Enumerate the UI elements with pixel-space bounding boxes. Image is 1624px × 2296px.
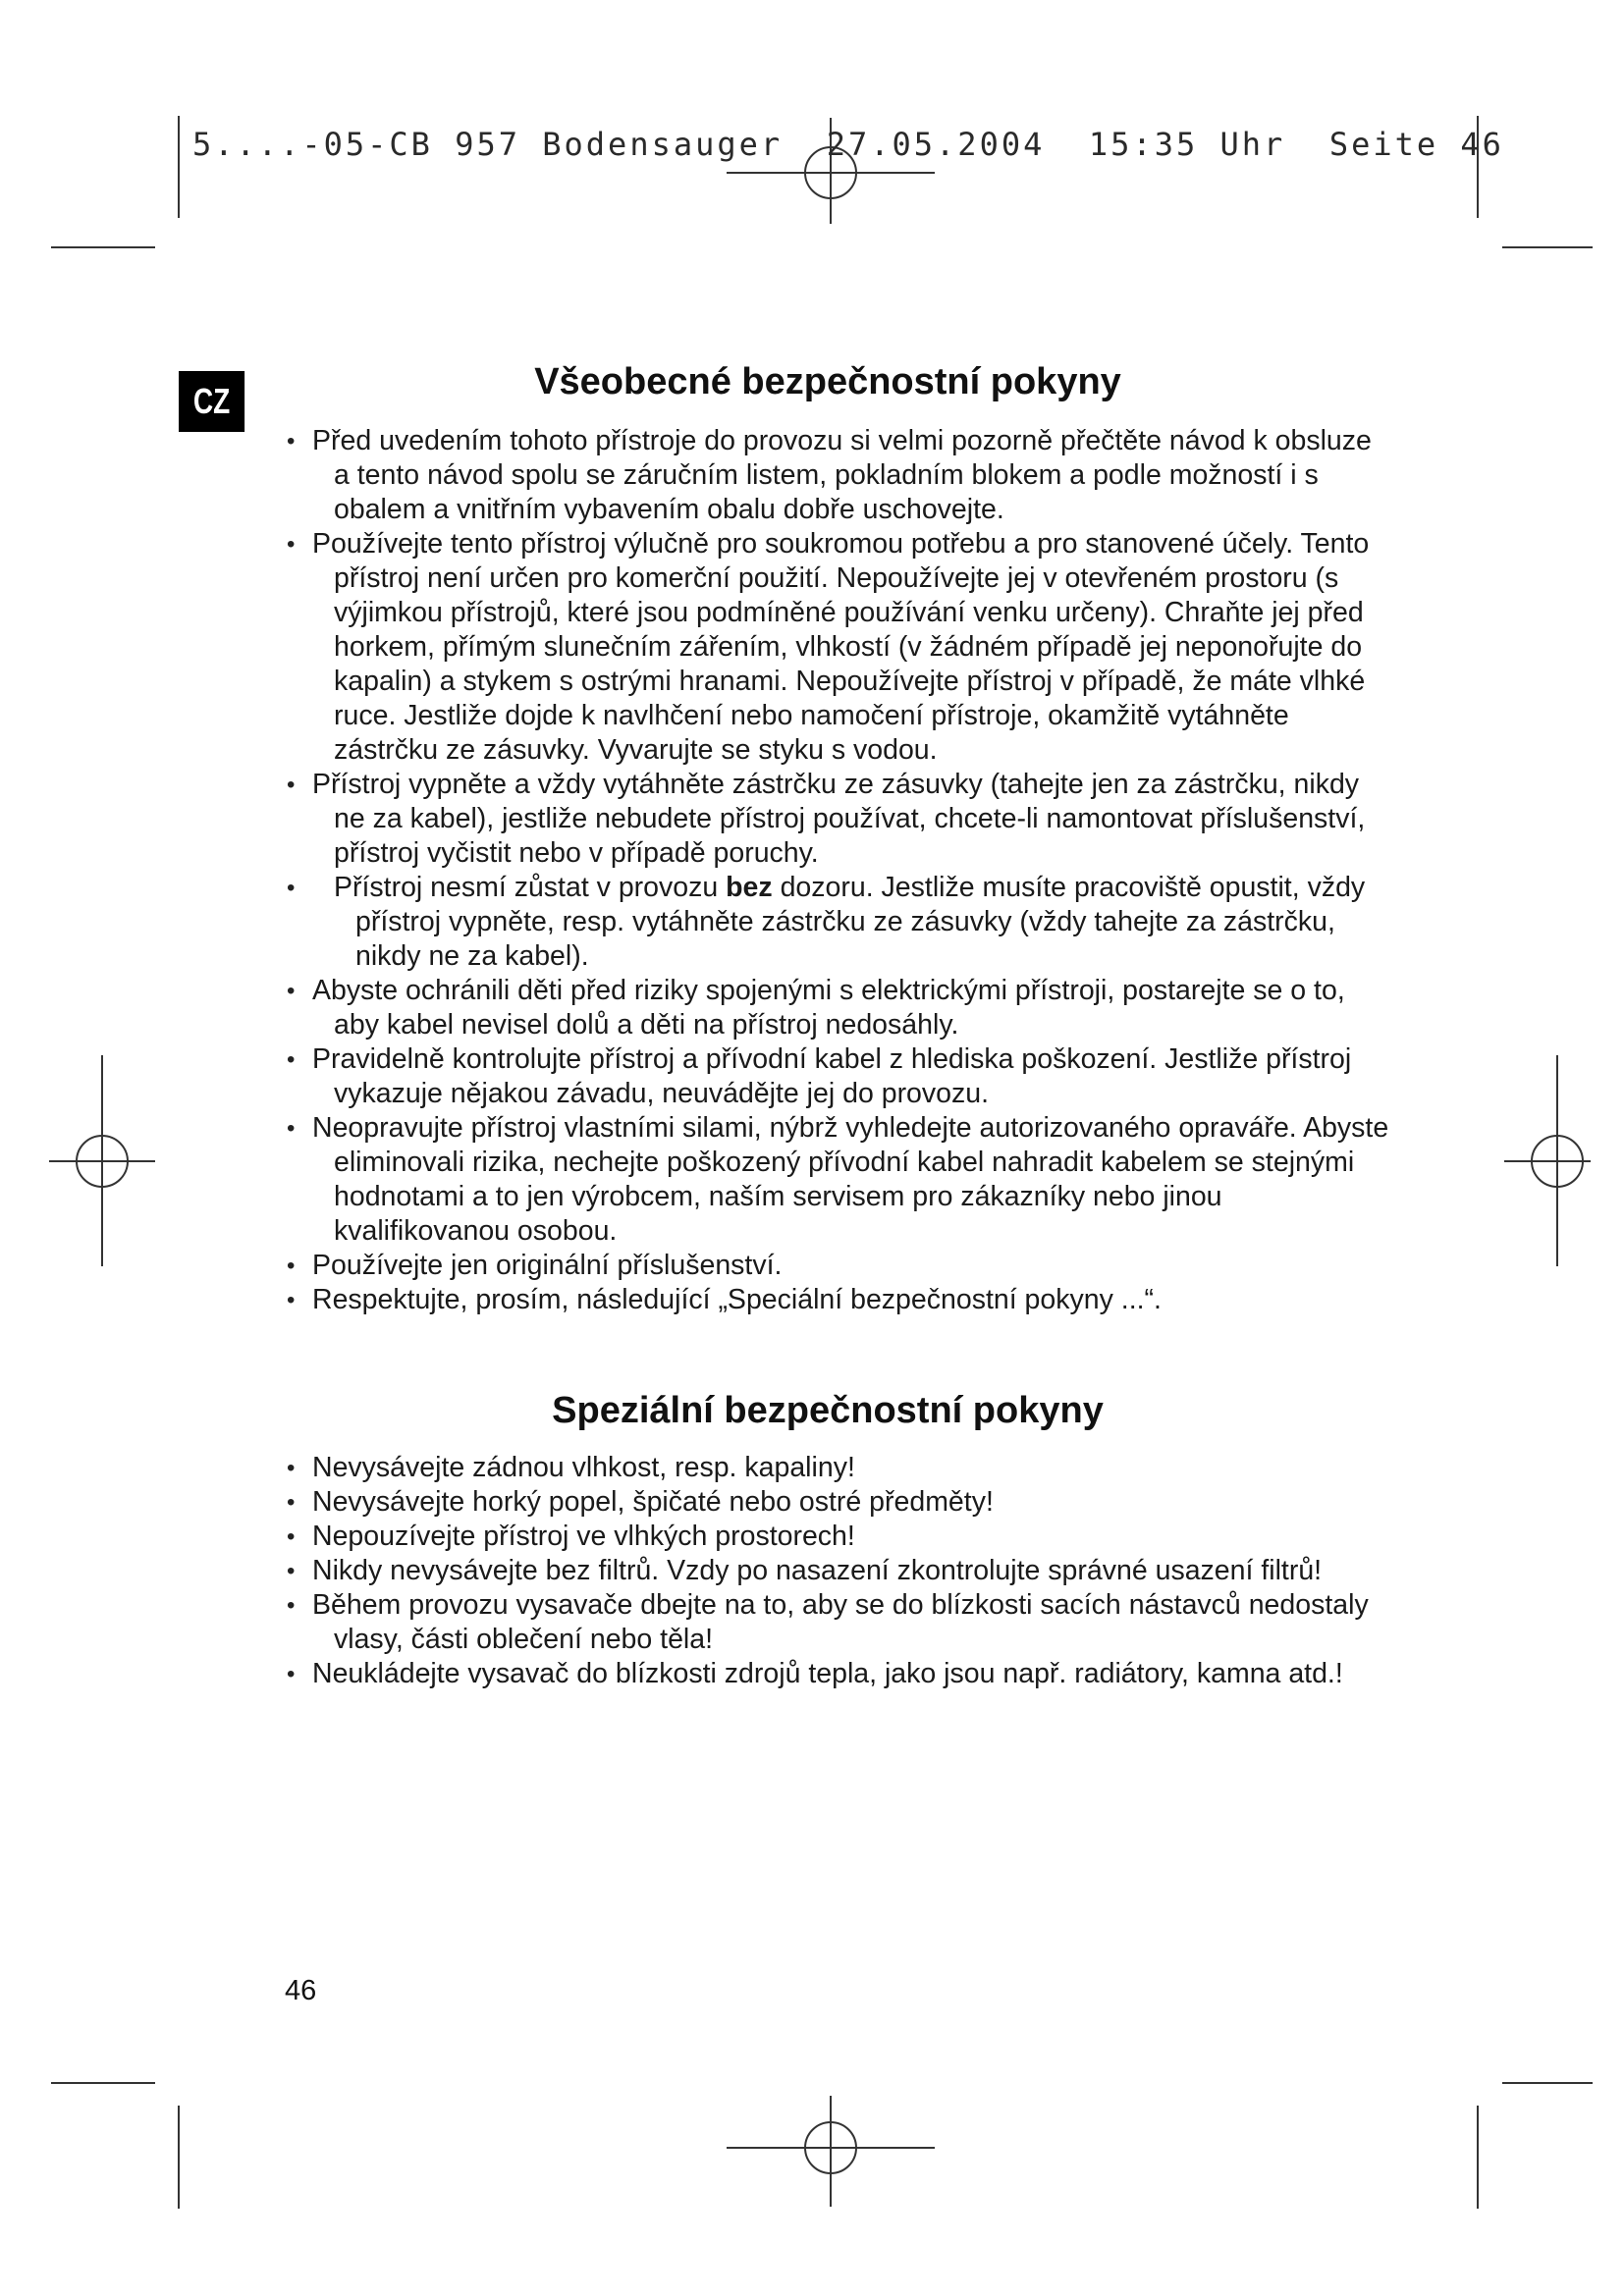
print-header-line: 5....-05-CB 957 Bodensauger 27.05.2004 15:35 Uhr Seite 46 — [192, 126, 1504, 163]
list-item — [287, 1283, 1390, 1317]
list-item — [287, 527, 1390, 768]
list-item-text: • Nepouzívejte přístroj ve vlhkých prostorech! — [312, 1521, 855, 1552]
general-safety-title: Všeobecné bezpečnostní pokyny — [534, 361, 1121, 402]
list-item — [287, 974, 1390, 1042]
list-item-text: • Během provozu vysavače dbejte na to, aby se do blízkosti sacích nástavců nedostaly vlasy, části oblečení nebo těla! — [312, 1589, 1369, 1655]
emphasis-bez: bez — [726, 872, 773, 903]
list-item-text: • Nevysávejte horký popel, špičaté nebo ostré předměty! — [312, 1486, 994, 1518]
list-item-text-start: Přístroj nesmí zůstat v provozu — [334, 872, 727, 903]
list-item — [287, 1249, 1390, 1283]
general-safety-list — [287, 424, 1390, 1317]
list-item-text: • Neopravujte přístroj vlastními silami, nýbrž vyhledejte autorizovaného opraváře. Abyste eliminovali rizika, nechejte poškozený přívodní kabel nahradit kabelem se stejnými hodnotami a to jen výrobcem, naším servisem pro zákazníky nebo jinou kvalifikovanou osobou. — [312, 1112, 1389, 1247]
registration-mark-bottom — [727, 2096, 935, 2207]
list-item — [287, 1657, 1390, 1691]
list-item-text: • Nikdy nevysávejte bez filtrů. Vzdy po nasazení zkontrolujte správné usazení filtrů! — [312, 1555, 1323, 1586]
special-safety-title: Speziální bezpečnostní pokyny — [552, 1390, 1104, 1431]
language-tab: CZ — [179, 371, 244, 432]
list-item — [287, 1451, 1390, 1485]
list-item-text: • Používejte jen originální příslušenství. — [312, 1250, 783, 1281]
list-item-text: • Respektujte, prosím, následující „Speciální bezpečnostní pokyny ...“. — [312, 1284, 1162, 1315]
list-item — [287, 768, 1390, 871]
list-item — [287, 1485, 1390, 1520]
list-item — [287, 1554, 1390, 1588]
list-item-text: • Před uvedením tohoto přístroje do provozu si velmi pozorně přečtěte návod k obsluze a tento návod spolu se záručním listem, pokladním blokem a podle možností i s obalem a vnitřním vybavením obalu dobře uschovejte. — [312, 425, 1372, 525]
list-item — [287, 1042, 1390, 1111]
list-item-text: • Neukládejte vysavač do blízkosti zdrojů tepla, jako jsou např. radiátory, kamna atd.! — [312, 1658, 1343, 1689]
list-item — [287, 871, 1390, 974]
list-item — [287, 424, 1390, 527]
registration-mark-left — [49, 1055, 155, 1266]
list-item — [287, 1520, 1390, 1554]
list-item-text: • Přístroj vypněte a vždy vytáhněte zástrčku ze zásuvky (tahejte jen za zástrčku, nikdy ne za kabel), jestliže nebudete přístroj používat, chcete-li namontovat příslušenství, přístroj vyčistit nebo v případě poruchy. — [312, 769, 1366, 869]
list-item-text: • Používejte tento přístroj výlučně pro soukromou potřebu a pro stanovené účely. Tento přístroj není určen pro komerční použití. Nepoužívejte jej v otevřeném prostoru (s výjimkou přístrojů, které jsou podmíněné používání venku určeny). Chraňte jej před horkem, přímým slunečním zářením, vlhkostí (v žádném případě jej neponořujte do kapalin) a stykem s ostrými hranami. Nepoužívejte přístroj v případě, že máte vlhké ruce. Jestliže dojde k navlhčení nebo namočení přístroje, okamžitě vytáhněte zástrčku ze zásuvky. Vyvarujte se styku s vodou. — [312, 528, 1370, 766]
list-item-text — [312, 871, 1390, 974]
special-safety-list — [287, 1451, 1390, 1691]
list-item-text: • Nevysávejte zádnou vlhkost, resp. kapaliny! — [312, 1452, 855, 1483]
list-item-text: • Abyste ochránili děti před riziky spojenými s elektrickými přístroji, postarejte se o to, aby kabel nevisel dolů a děti na přístroj nedosáhly. — [312, 975, 1345, 1041]
registration-mark-right — [1504, 1055, 1591, 1266]
list-item — [287, 1111, 1390, 1249]
page-number: 46 — [285, 1975, 317, 2006]
list-item-text: • Pravidelně kontrolujte přístroj a přívodní kabel z hlediska poškození. Jestliže přístroj vykazuje nějakou závadu, neuvádějte jej do provozu. — [312, 1043, 1352, 1109]
list-item-text-end: dozoru. Jestliže musíte pracoviště opustit, vždy přístroj vypněte, resp. vytáhněte zástrčku ze zásuvky (vždy tahejte za zástrčku, nikdy ne za kabel). — [355, 872, 1366, 972]
list-item — [287, 1588, 1390, 1657]
